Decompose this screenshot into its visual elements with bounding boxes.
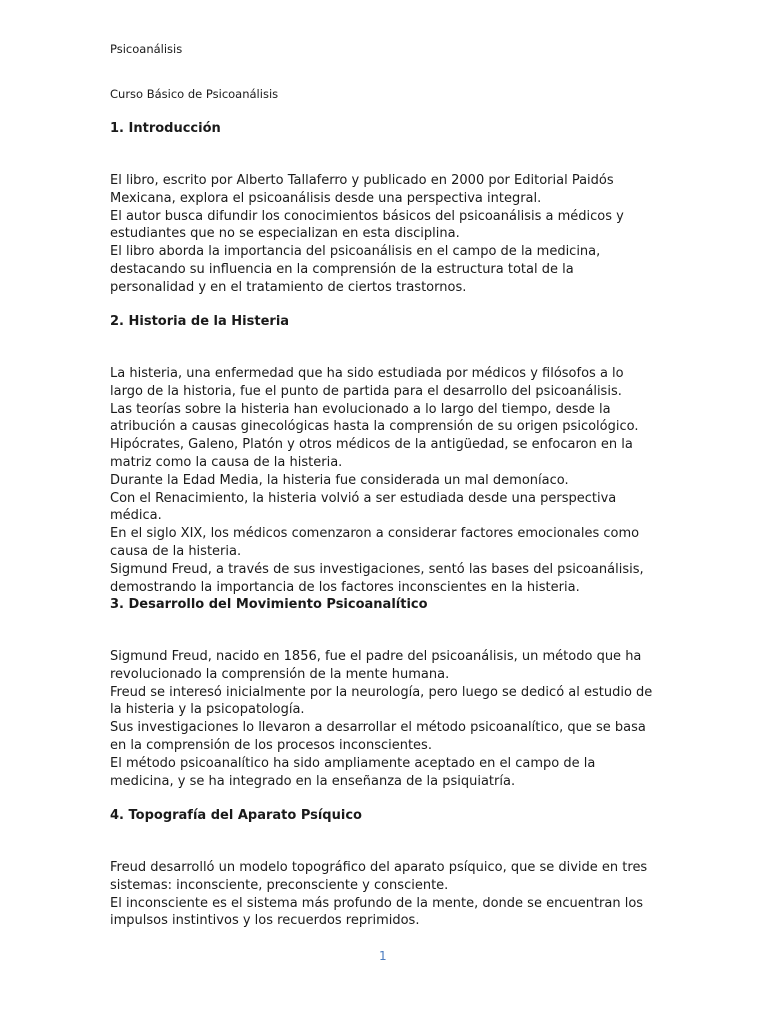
paragraph: El libro aborda la importancia del psicoanálisis en el campo de la medicina, destacando su influencia en la comprensión de la estructura total de la personalidad y en el tratamiento de ciertos trastornos. <box>110 244 601 295</box>
paragraph: El inconsciente es el sistema más profundo de la mente, donde se encuentran los impulsos instintivos y los recuerdos reprimidos. <box>110 895 644 929</box>
paragraph: Sigmund Freud, nacido en 1856, fue el padre del psicoanálisis, un método que ha revolucionado la comprensión de la mente humana. <box>110 649 642 682</box>
section-heading: 2. Historia de la Histeria <box>110 314 290 329</box>
section-heading: 3. Desarrollo del Movimiento Psicoanalítico <box>110 597 428 612</box>
section-body <box>110 648 660 790</box>
section-heading: 1. Introducción <box>110 121 221 136</box>
paragraph: El autor busca difundir los conocimientos básicos del psicoanálisis a médicos y estudiantes que no se especializan en esta disciplina. <box>110 208 624 242</box>
paragraph: La histeria, una enfermedad que ha sido estudiada por médicos y filósofos a lo largo de la historia, fue el punto de partida para el desarrollo del psicoanálisis. <box>110 366 624 399</box>
section-body <box>110 859 660 930</box>
section-topografia-aparato <box>110 807 660 930</box>
section-body <box>110 172 660 297</box>
paragraph: Sigmund Freud, a través de sus investigaciones, sentó las bases del psicoanálisis, demostrando la importancia de los factores inconscientes en la histeria. <box>110 561 644 595</box>
section-desarrollo-movimiento <box>110 596 660 790</box>
paragraph: El libro, escrito por Alberto Tallaferro y publicado en 2000 por Editorial Paidós Mexicana, explora el psicoanálisis desde una perspectiva integral. <box>110 173 614 206</box>
page-number: 1 <box>379 949 387 963</box>
paragraph: Hipócrates, Galeno, Platón y otros médicos de la antigüedad, se enfocaron en la matriz como la causa de la histeria. <box>110 437 633 470</box>
paragraph: En el siglo XIX, los médicos comenzaron a considerar factores emocionales como causa de la histeria. <box>110 526 640 559</box>
paragraph: El método psicoanalítico ha sido ampliamente aceptado en el campo de la medicina, y se ha integrado en la enseñanza de la psiquiatría. <box>110 755 596 789</box>
paragraph: Durante la Edad Media, la histeria fue considerada un mal demoníaco. <box>110 472 569 488</box>
paragraph: Freud desarrolló un modelo topográfico del aparato psíquico, que se divide en tres sistemas: inconsciente, preconsciente y consciente. <box>110 860 648 893</box>
paragraph: Sus investigaciones lo llevaron a desarrollar el método psicoanalítico, que se basa en la comprensión de los procesos inconscientes. <box>110 720 646 753</box>
document-subtitle: Curso Básico de Psicoanálisis <box>110 87 279 101</box>
paragraph: Las teorías sobre la histeria han evolucionado a lo largo del tiempo, desde la atribución a causas ginecológicas hasta la comprensión de su origen psicológico. <box>110 401 639 435</box>
section-historia-histeria <box>110 313 660 596</box>
section-introduccion <box>110 120 660 297</box>
document-title: Psicoanálisis <box>110 42 183 56</box>
paragraph: Con el Renacimiento, la histeria volvió a ser estudiada desde una perspectiva médica. <box>110 490 617 524</box>
section-heading: 4. Topografía del Aparato Psíquico <box>110 808 362 823</box>
section-body <box>110 365 660 596</box>
paragraph: Freud se interesó inicialmente por la neurología, pero luego se dedicó al estudio de la histeria y la psicopatología. <box>110 684 653 718</box>
